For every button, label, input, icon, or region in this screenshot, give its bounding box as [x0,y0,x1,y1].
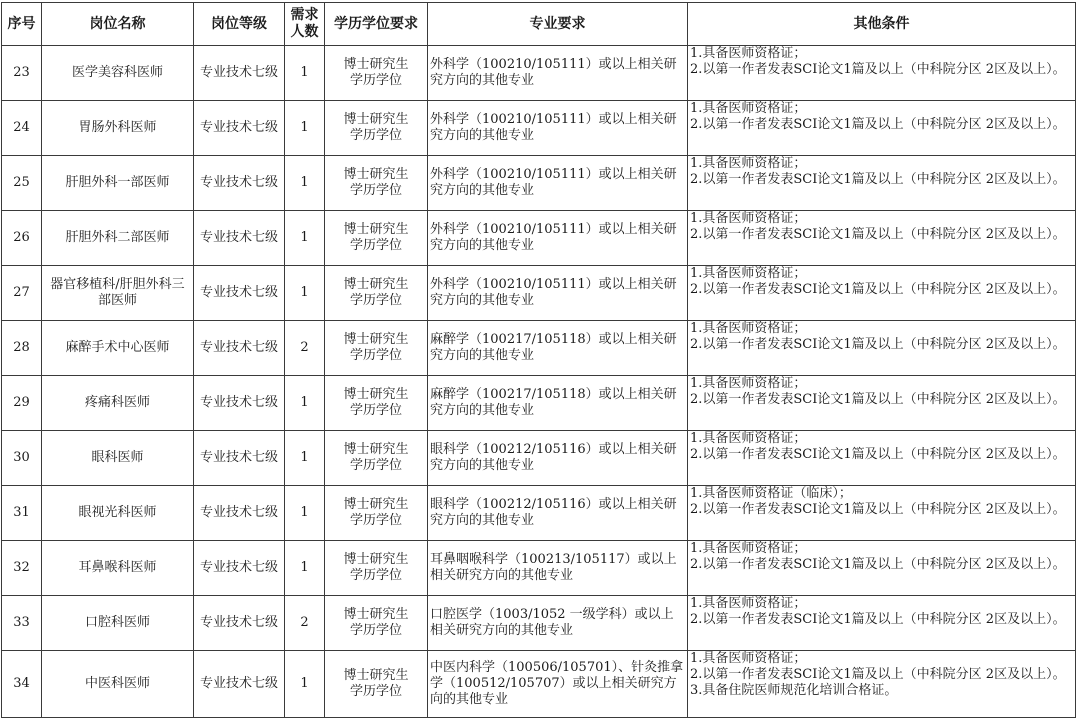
cell-count: 1 [285,376,325,431]
cell-education [325,541,428,596]
cell-position-name: 器官移植科/肝胆外科三部医师 [42,266,194,321]
cell-grade: 专业技术七级 [194,46,285,101]
cell-major: 眼科学（100212/105116）或以上相关研究方向的其他专业 [428,431,688,486]
cell-education [325,486,428,541]
education-line: 学历学位 [349,128,402,143]
table-row [2,211,1076,266]
cell-seq: 33 [2,596,42,651]
condition-line: 2.以第一作者发表SCI论文1篇及以上（中科院分区 2区及以上）。 [690,117,1066,132]
cell-position-name: 眼科医师 [42,431,194,486]
condition-line: 2.以第一作者发表SCI论文1篇及以上（中科院分区 2区及以上）。 [690,172,1066,187]
cell-grade: 专业技术七级 [194,486,285,541]
condition-line: 2.以第一作者发表SCI论文1篇及以上（中科院分区 2区及以上）。 [690,282,1066,297]
table-row [2,321,1076,376]
cell-other-conditions [688,431,1076,486]
cell-major: 外科学（100210/105111）或以上相关研究方向的其他专业 [428,211,688,266]
cell-count: 1 [285,486,325,541]
recruitment-table [1,2,1076,718]
cell-major: 眼科学（100212/105116）或以上相关研究方向的其他专业 [428,486,688,541]
cell-seq: 24 [2,101,42,156]
cell-major: 外科学（100210/105111）或以上相关研究方向的其他专业 [428,101,688,156]
cell-grade: 专业技术七级 [194,376,285,431]
cell-seq: 28 [2,321,42,376]
condition-line: 3.具备住院医师规范化培训合格证。 [690,683,898,698]
condition-line: 2.以第一作者发表SCI论文1篇及以上（中科院分区 2区及以上）。 [690,557,1066,572]
cell-position-name: 中医科医师 [42,651,194,718]
cell-position-name: 口腔科医师 [42,596,194,651]
cell-grade: 专业技术七级 [194,266,285,321]
cell-education [325,46,428,101]
condition-line: 2.以第一作者发表SCI论文1篇及以上（中科院分区 2区及以上）。 [690,667,1066,682]
cell-education [325,321,428,376]
cell-other-conditions [688,266,1076,321]
table-row [2,651,1076,718]
cell-major: 麻醉学（100217/105118）或以上相关研究方向的其他专业 [428,376,688,431]
cell-education [325,651,428,718]
education-line: 博士研究生 [343,222,409,237]
condition-line: 2.以第一作者发表SCI论文1篇及以上（中科院分区 2区及以上）。 [690,337,1066,352]
cell-position-name: 疼痛科医师 [42,376,194,431]
education-line: 学历学位 [349,183,402,198]
cell-major: 外科学（100210/105111）或以上相关研究方向的其他专业 [428,46,688,101]
cell-seq: 23 [2,46,42,101]
cell-seq: 30 [2,431,42,486]
education-line: 博士研究生 [343,332,409,347]
cell-count: 1 [285,651,325,718]
cell-count: 1 [285,431,325,486]
condition-line: 1.具备医师资格证； [690,321,807,336]
education-line: 博士研究生 [343,442,409,457]
header-position: 岗位名称 [42,3,194,46]
header-grade: 岗位等级 [194,3,285,46]
cell-grade: 专业技术七级 [194,651,285,718]
condition-line: 2.以第一作者发表SCI论文1篇及以上（中科院分区 2区及以上）。 [690,502,1066,517]
table-row [2,266,1076,321]
education-line: 学历学位 [349,73,402,88]
table-row [2,101,1076,156]
education-line: 博士研究生 [343,552,409,567]
table-row [2,156,1076,211]
cell-count: 1 [285,156,325,211]
cell-other-conditions [688,376,1076,431]
cell-major: 外科学（100210/105111）或以上相关研究方向的其他专业 [428,266,688,321]
cell-seq: 27 [2,266,42,321]
cell-major: 耳鼻咽喉科学（100213/105117）或以上相关研究方向的其他专业 [428,541,688,596]
cell-education [325,156,428,211]
cell-major: 中医内科学（100506/105701）、针灸推拿学（100512/105707）或以上相关研究方向的其他专业 [428,651,688,718]
cell-grade: 专业技术七级 [194,431,285,486]
table-row [2,541,1076,596]
cell-seq: 25 [2,156,42,211]
table-row [2,596,1076,651]
cell-seq: 29 [2,376,42,431]
condition-line: 1.具备医师资格证； [690,101,807,116]
cell-position-name: 眼视光科医师 [42,486,194,541]
cell-education [325,211,428,266]
education-line: 博士研究生 [343,57,409,72]
cell-position-name: 胃肠外科医师 [42,101,194,156]
condition-line: 1.具备医师资格证； [690,651,807,666]
condition-line: 2.以第一作者发表SCI论文1篇及以上（中科院分区 2区及以上）。 [690,447,1066,462]
cell-count: 1 [285,266,325,321]
header-count [285,3,325,46]
cell-position-name: 肝胆外科一部医师 [42,156,194,211]
education-line: 博士研究生 [343,277,409,292]
cell-other-conditions [688,46,1076,101]
cell-position-name: 医学美容科医师 [42,46,194,101]
table-row [2,376,1076,431]
header-count-line1: 需求 [290,7,319,23]
education-line: 学历学位 [349,458,402,473]
condition-line: 2.以第一作者发表SCI论文1篇及以上（中科院分区 2区及以上）。 [690,62,1066,77]
cell-other-conditions [688,156,1076,211]
cell-major: 外科学（100210/105111）或以上相关研究方向的其他专业 [428,156,688,211]
cell-other-conditions [688,101,1076,156]
cell-education [325,431,428,486]
condition-line: 1.具备医师资格证； [690,431,807,446]
cell-grade: 专业技术七级 [194,321,285,376]
cell-other-conditions [688,486,1076,541]
condition-line: 1.具备医师资格证； [690,46,807,61]
table-row [2,486,1076,541]
cell-grade: 专业技术七级 [194,541,285,596]
cell-count: 1 [285,211,325,266]
education-line: 博士研究生 [343,167,409,182]
cell-count: 1 [285,46,325,101]
cell-other-conditions [688,596,1076,651]
cell-other-conditions [688,321,1076,376]
cell-seq: 31 [2,486,42,541]
education-line: 博士研究生 [343,607,409,622]
cell-major: 麻醉学（100217/105118）或以上相关研究方向的其他专业 [428,321,688,376]
condition-line: 1.具备医师资格证； [690,596,807,611]
education-line: 学历学位 [349,293,402,308]
education-line: 博士研究生 [343,387,409,402]
condition-line: 1.具备医师资格证； [690,211,807,226]
table-row [2,46,1076,101]
education-line: 学历学位 [349,513,402,528]
header-education: 学历学位要求 [325,3,428,46]
condition-line: 1.具备医师资格证； [690,156,807,171]
education-line: 学历学位 [349,238,402,253]
cell-position-name: 耳鼻喉科医师 [42,541,194,596]
cell-grade: 专业技术七级 [194,156,285,211]
cell-seq: 34 [2,651,42,718]
cell-education [325,101,428,156]
education-line: 博士研究生 [343,668,409,683]
cell-grade: 专业技术七级 [194,211,285,266]
education-line: 学历学位 [349,684,402,699]
cell-position-name: 肝胆外科二部医师 [42,211,194,266]
education-line: 学历学位 [349,623,402,638]
cell-count: 2 [285,596,325,651]
cell-position-name: 麻醉手术中心医师 [42,321,194,376]
condition-line: 2.以第一作者发表SCI论文1篇及以上（中科院分区 2区及以上）。 [690,612,1066,627]
cell-grade: 专业技术七级 [194,596,285,651]
header-other: 其他条件 [688,3,1076,46]
cell-other-conditions [688,211,1076,266]
table-row [2,431,1076,486]
education-line: 博士研究生 [343,112,409,127]
header-seq: 序号 [2,3,42,46]
cell-seq: 32 [2,541,42,596]
header-major: 专业要求 [428,3,688,46]
education-line: 学历学位 [349,403,402,418]
cell-education [325,266,428,321]
cell-education [325,376,428,431]
condition-line: 1.具备医师资格证（临床）； [690,486,852,501]
cell-grade: 专业技术七级 [194,101,285,156]
condition-line: 2.以第一作者发表SCI论文1篇及以上（中科院分区 2区及以上）。 [690,227,1066,242]
condition-line: 1.具备医师资格证； [690,541,807,556]
cell-count: 1 [285,101,325,156]
cell-seq: 26 [2,211,42,266]
education-line: 学历学位 [349,348,402,363]
cell-count: 2 [285,321,325,376]
education-line: 博士研究生 [343,497,409,512]
education-line: 学历学位 [349,568,402,583]
cell-count: 1 [285,541,325,596]
cell-major: 口腔医学（1003/1052 一级学科）或以上相关研究方向的其他专业 [428,596,688,651]
condition-line: 2.以第一作者发表SCI论文1篇及以上（中科院分区 2区及以上）。 [690,392,1066,407]
cell-education [325,596,428,651]
cell-other-conditions [688,651,1076,718]
cell-other-conditions [688,541,1076,596]
condition-line: 1.具备医师资格证； [690,266,807,281]
header-count-line2: 人数 [290,24,319,40]
header-row [2,3,1076,46]
condition-line: 1.具备医师资格证； [690,376,807,391]
